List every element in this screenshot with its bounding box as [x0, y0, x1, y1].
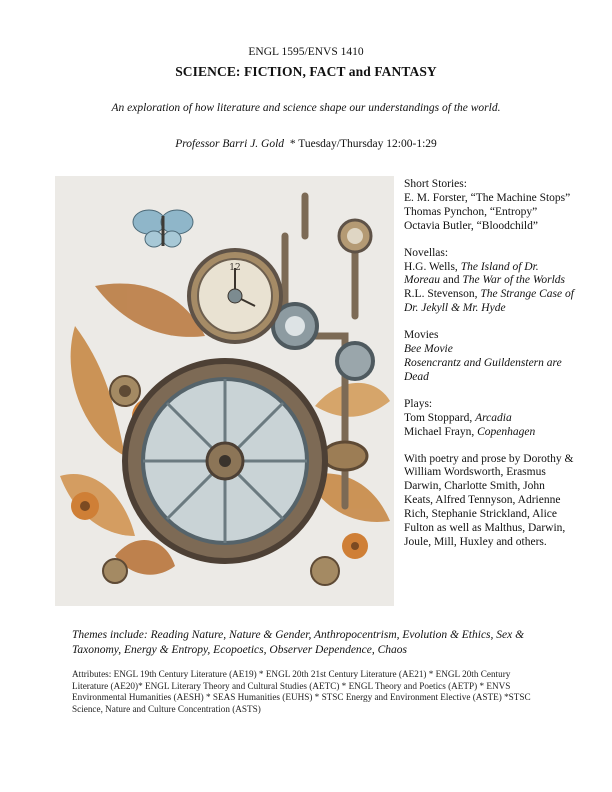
short-stories-section — [404, 178, 576, 234]
novella-item-wells — [404, 261, 576, 289]
movie-item: Rosencrantz and Guildenstern are Dead — [404, 356, 562, 383]
play-title: Copenhagen — [477, 425, 536, 438]
instructor-schedule-line — [0, 138, 612, 150]
movies-heading: Movies — [404, 329, 439, 342]
author: Michael Frayn, — [404, 425, 478, 438]
book-title: The War of the Worlds — [462, 274, 566, 287]
steampunk-clock-machine-illustration — [55, 176, 394, 606]
movies-section — [404, 329, 576, 385]
play-item — [404, 412, 576, 426]
novellas-section — [404, 247, 576, 317]
short-story-item: Thomas Pynchon, “Entropy” — [404, 205, 538, 218]
play-title: Arcadia — [475, 411, 512, 424]
plays-section — [404, 398, 576, 440]
plays-heading: Plays: — [404, 397, 433, 410]
poetry-prose-paragraph: With poetry and prose by Dorothy & William Wordsworth, Erasmus Darwin, Charlotte Smith, John Keats, Alfred Tennyson, Adrienne Rich, Stephanie Strickland, Alice Fulton as well as Malthus, Darwin, Joule, Mill, Huxley and others. — [404, 452, 574, 548]
author: H.G. Wells, — [404, 260, 461, 273]
short-stories-heading: Short Stories: — [404, 178, 467, 190]
book-title: The Strange Case of Dr. Jekyll & Mr. Hyde — [404, 288, 574, 315]
novella-item-stevenson — [404, 288, 576, 316]
course-title: SCIENCE: FICTION, FACT and FANTASY — [175, 64, 437, 79]
svg-text:12: 12 — [229, 263, 241, 273]
author: Tom Stoppard, — [404, 411, 476, 424]
themes-paragraph: Themes include: Reading Nature, Nature & Gender, Anthropocentrism, Evolution & Ethics, Sex & Taxonomy, Energy & Entropy, Ecopoetics, Observer Dependence, Chaos — [72, 629, 525, 656]
reading-list — [404, 178, 576, 550]
course-tagline: An exploration of how literature and science shape our understandings of the world. — [111, 102, 501, 114]
large-gear-wheel — [125, 361, 325, 561]
course-code: ENGL 1595/ENVS 1410 — [248, 46, 364, 58]
short-story-item: E. M. Forster, “The Machine Stops” — [404, 191, 571, 204]
attributes-paragraph: Attributes: ENGL 19th Century Literature (AE19) * ENGL 20th 21st Century Literature (AE21) * ENGL 20th Century Literature (AE20)* ENGL Literary Theory and Cultural Studies (AETC) * ENGL Theory and Poetics (AETP) * ENVS Environmental Humanities (AESH) * SEAS Humanities (EUHS) * STSC Energy and Environment Elective (ASTE) *STSC Science, Nature and Culture Concentration (ASTS) — [72, 669, 531, 714]
movie-item: Bee Movie — [404, 343, 453, 356]
professor-name: Professor Barri J. Gold — [175, 138, 285, 150]
author: R.L. Stevenson, — [404, 288, 481, 301]
play-item — [404, 426, 576, 440]
novellas-heading: Novellas: — [404, 246, 449, 259]
conjunction: and — [439, 274, 463, 287]
clock-face — [189, 250, 281, 342]
class-schedule: * Tuesday/Thursday 12:00-1:29 — [289, 138, 437, 150]
short-story-item: Octavia Butler, “Bloodchild” — [404, 219, 538, 232]
book-title: The Island of Dr. Moreau — [404, 260, 539, 287]
